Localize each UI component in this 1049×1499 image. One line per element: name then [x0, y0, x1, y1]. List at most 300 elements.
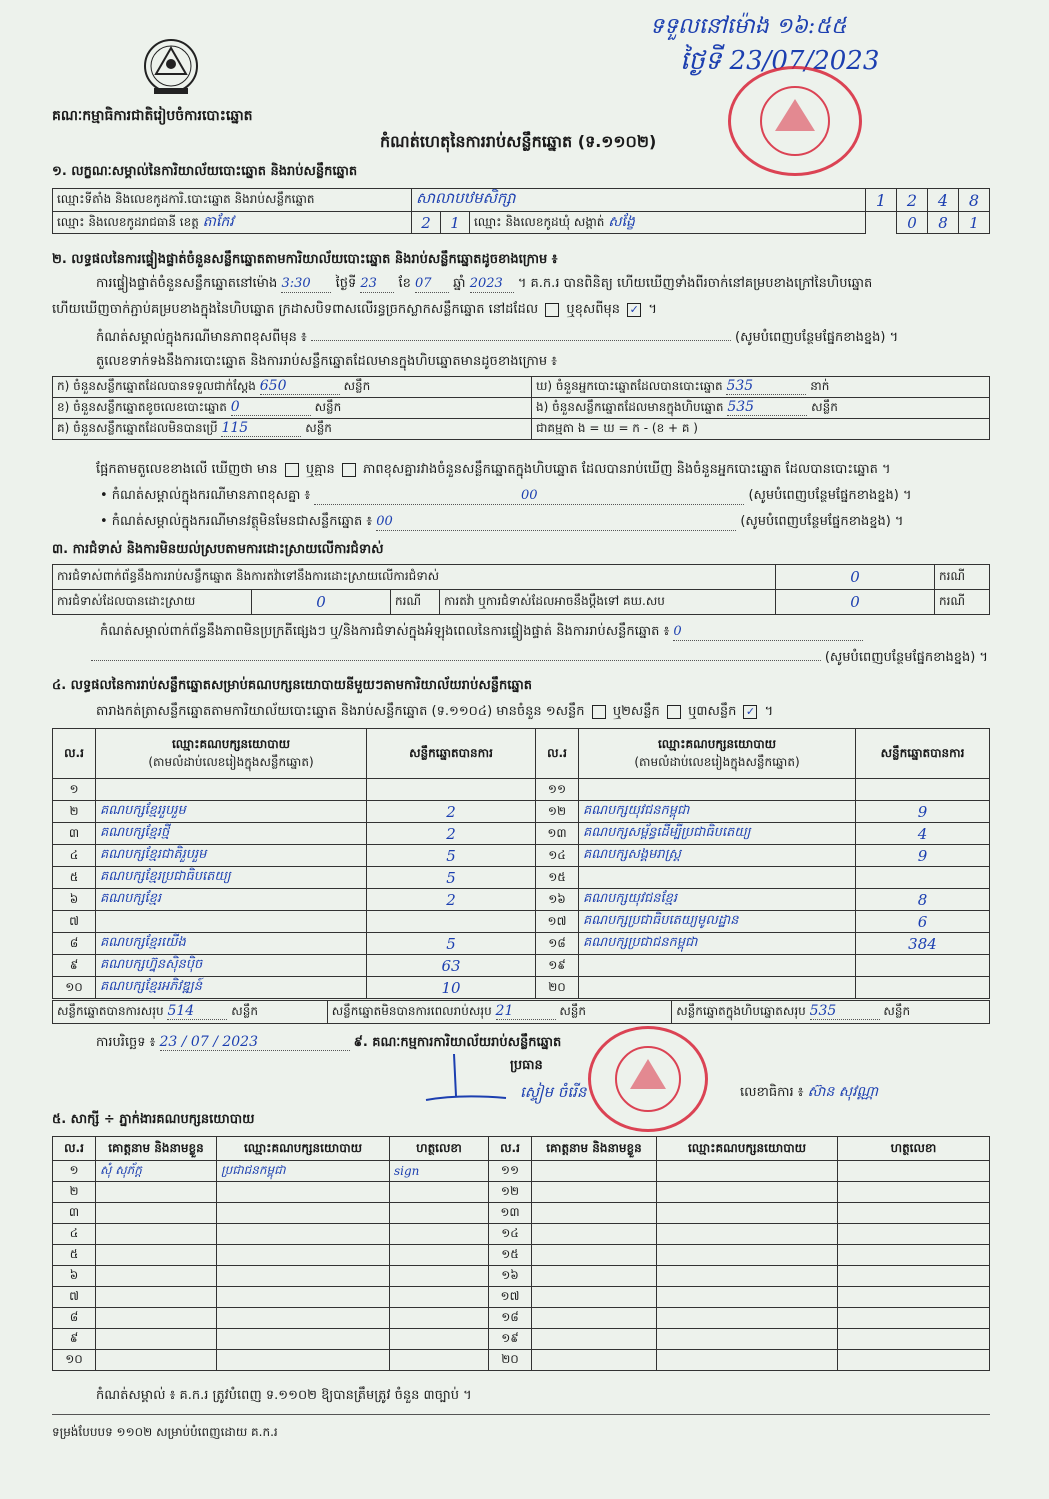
- col-party: [579, 729, 856, 779]
- table-row: [53, 779, 990, 801]
- witness-table: [52, 1136, 990, 1371]
- discrepancy-text: ភាពខុសគ្នារវាងចំនួនសន្លឹកឆ្នោតក្នុងហិបឆ្នោត ដែលបានរាប់ឃើញ និងចំនួនអ្នកបោះឆ្នោត ដែលបានបោះឆ្នោត ។: [363, 462, 891, 477]
- row-number: ១៤: [489, 1224, 532, 1245]
- form-note: ទម្រង់បែបបទ ១១០២ សម្រាប់បំពេញដោយ គ.ក.រ: [52, 1425, 278, 1439]
- witness-signature: [838, 1350, 990, 1371]
- secretary-name: ស៊ាន សុវណ្ណា: [807, 1084, 879, 1100]
- seal-line: ហើយឃើញចាក់ភ្ជាប់គម្របខាងក្នុងនៃហិបឆ្នោត ក្រដាសបិទពាសលើរន្ធច្រកស្លាកសន្លឹកឆ្នោត នៅដដែល ឬខុសពីមុន ✓ ។: [52, 302, 657, 317]
- table-row: [53, 1161, 990, 1182]
- witness-name: [532, 1182, 657, 1203]
- row-number: ២០: [489, 1350, 532, 1371]
- vote-count: 5: [367, 867, 536, 889]
- objections-value: 0: [776, 565, 935, 590]
- col-sign: ហត្ថលេខា: [838, 1137, 990, 1161]
- witness-signature: [838, 1224, 990, 1245]
- discrepancy-line: [96, 462, 891, 478]
- unit-label: សន្លឹក: [811, 400, 838, 414]
- row-number: ១: [53, 1161, 96, 1182]
- table-row: [53, 1245, 990, 1266]
- party-name: គណបក្សប្រជាជនកម្ពុជា: [579, 933, 856, 955]
- table-row: [53, 867, 990, 889]
- tally-sheets-line: តារាងកត់ត្រាសន្លឹកឆ្នោតតាមការិយាល័យបោះឆ្នោត និងរាប់សន្លឹកឆ្នោត (ទ.១១០៤) មានចំនួន ១សន្លឹក ឬ២សន្លឹក ឬ៣សន្លឹក ✓ ។: [96, 704, 774, 719]
- location-label: ឈ្មោះទីតាំង និងលេខកូដការិ.បោះឆ្នោត និងរាប់សន្លឹកឆ្នោត: [53, 189, 412, 212]
- party-name: គណបក្សខ្មែរជាតិរួបរួម: [96, 845, 367, 867]
- row-number: ១៦: [536, 889, 579, 911]
- witness-party: [217, 1350, 390, 1371]
- results-table: [52, 728, 990, 999]
- box-ballots-label: ង) ចំនួនសន្លឹកឆ្នោតដែលមានក្នុងហិបឆ្នោត: [536, 400, 724, 414]
- chair-label: ប្រធាន: [510, 1058, 543, 1073]
- row-number: ៨: [53, 1308, 96, 1329]
- box-total-value: 535: [810, 1003, 880, 1020]
- seal-text: ហើយឃើញចាក់ភ្ជាប់គម្របខាងក្នុងនៃហិបឆ្នោត ក្រដាសបិទពាសលើរន្ធច្រកស្លាកសន្លឹកឆ្នោត នៅដដែល: [52, 302, 539, 317]
- col-party-title: ឈ្មោះគណបក្សនយោបាយ: [657, 736, 777, 751]
- spoiled-ballots-label: ខ) ចំនួនសន្លឹកឆ្នោតខូចលេខបោះឆ្នោត: [57, 400, 227, 414]
- col-votes: សន្លឹកឆ្នោតបានការ: [856, 729, 990, 779]
- party-name: [579, 977, 856, 999]
- committee-label: ៩. គណៈកម្មការការិយាល័យរាប់សន្លឹកឆ្នោត: [353, 1035, 562, 1050]
- resolved-value: 0: [252, 590, 391, 615]
- row-number: ១៧: [536, 911, 579, 933]
- row-number: ៦: [53, 1266, 96, 1287]
- cases-unit: ករណី: [391, 590, 440, 615]
- witness-name: សុំ សុភ័ក្ត: [96, 1161, 217, 1182]
- table-row: [53, 933, 990, 955]
- commission-name: គណៈកម្មាធិការជាតិរៀបចំការបោះឆ្នោត: [52, 108, 253, 124]
- difference-note-label: កំណត់សម្គាល់ក្នុងករណីមានភាពខុសពីមុន ៖: [96, 330, 307, 345]
- location-value: សាលាបឋមសិក្សា: [412, 189, 866, 212]
- row-number: ៧: [53, 1287, 96, 1308]
- vote-count: 10: [367, 977, 536, 999]
- col-sign: ហត្ថលេខា: [390, 1137, 489, 1161]
- appeal-label: ការតវ៉ា ឬការជំទាស់ដែលអាចនឹងប្តឹងទៅ គឃ.សប: [440, 590, 776, 615]
- party-name: គណបក្សយុវជនកម្ពុជា: [579, 801, 856, 823]
- irregularity-fill-line: [52, 650, 988, 666]
- row-number: ៨: [53, 933, 96, 955]
- row-number: ១៣: [489, 1203, 532, 1224]
- code-digit: 1: [866, 189, 897, 212]
- valid-total-value: 514: [167, 1003, 227, 1020]
- tally-sheets-label: តារាងកត់ត្រាសន្លឹកឆ្នោតតាមការិយាល័យបោះឆ្នោត និងរាប់សន្លឹកឆ្នោត (ទ.១១០៤) មានចំនួន ១សន្លឹក: [96, 704, 585, 719]
- witness-party: [217, 1224, 390, 1245]
- different-checkbox[interactable]: ✓: [627, 303, 641, 317]
- three-sheets-checkbox[interactable]: ✓: [743, 705, 757, 719]
- vote-count: 6: [856, 911, 990, 933]
- witness-party: [217, 1329, 390, 1350]
- party-name: គណបក្សសង្គមរាស្ត្រ: [579, 845, 856, 867]
- witness-signature: [390, 1308, 489, 1329]
- table-row: [53, 889, 990, 911]
- vote-count: 2: [367, 889, 536, 911]
- same-checkbox[interactable]: [545, 303, 559, 317]
- witness-signature: [838, 1329, 990, 1350]
- section2-heading: ២. លទ្ធផលនៃការផ្ទៀងផ្ទាត់ចំនួនសន្លឹកឆ្នោតតាមការិយាល័យបោះឆ្នោត និងរាប់សន្លឹកឆ្នោតដូចខាងក្រោម ៖: [52, 252, 558, 267]
- form-title: កំណត់ហេតុនៃការរាប់សន្លឹកឆ្នោត (ទ.១១០២): [380, 132, 657, 151]
- witness-signature: [390, 1203, 489, 1224]
- party-name: គណបក្សខ្មែររួបរួម: [96, 801, 367, 823]
- table-row: [53, 1287, 990, 1308]
- verification-year: 2023: [470, 276, 514, 293]
- voters-value: 535: [726, 378, 806, 395]
- row-number: ១៦: [489, 1266, 532, 1287]
- row-number: ៣: [53, 823, 96, 845]
- row-number: ១៨: [536, 933, 579, 955]
- party-name: គណបក្សសម្ព័ន្ធដើម្បីប្រជាធិបតេយ្យ: [579, 823, 856, 845]
- received-ballots-label: ក) ចំនួនសន្លឹកឆ្នោតដែលបានទទួលជាក់ស្តែង: [57, 379, 256, 393]
- vote-count: 5: [367, 845, 536, 867]
- unit-label: សន្លឹក: [305, 421, 332, 435]
- witness-name: [96, 1203, 217, 1224]
- row-number: ៧: [53, 911, 96, 933]
- cases-unit: ករណី: [935, 565, 990, 590]
- section1-table: [52, 188, 990, 234]
- witness-signature: [838, 1182, 990, 1203]
- witness-name: [96, 1287, 217, 1308]
- witness-signature: [390, 1287, 489, 1308]
- party-name: [579, 779, 856, 801]
- row-number: ៩: [53, 955, 96, 977]
- witness-party: [657, 1182, 838, 1203]
- table-row: [53, 1350, 990, 1371]
- witness-name: [96, 1224, 217, 1245]
- table-row: [53, 823, 990, 845]
- col-party: ឈ្មោះគណបក្សនយោបាយ: [657, 1137, 838, 1161]
- three-sheets-label: ឬ៣សន្លឹក: [688, 704, 737, 719]
- row-number: ២: [53, 1182, 96, 1203]
- invalid-total-value: 21: [496, 1003, 556, 1020]
- date-value: 23 / 07 / 2023: [160, 1034, 350, 1051]
- date-label: ការបរិច្ឆេទ ៖: [96, 1035, 156, 1050]
- row-number: ៤: [53, 1224, 96, 1245]
- witness-party: [657, 1266, 838, 1287]
- verification-line: [96, 276, 872, 293]
- table-row: [53, 911, 990, 933]
- row-number: ១: [53, 779, 96, 801]
- difference-note-line: [96, 330, 988, 346]
- discrepancy-label: ផ្អែកតាមតួលេខខាងលើ ឃើញថា មាន: [96, 462, 278, 477]
- table-row: [53, 955, 990, 977]
- province-value: តាកែវ: [202, 214, 234, 230]
- party-name: គណបក្សយុវជនខ្មែរ: [579, 889, 856, 911]
- col-party-title: ឈ្មោះគណបក្សនយោបាយ: [171, 736, 291, 751]
- unused-ballots-label: គ) ចំនួនសន្លឹកឆ្នោតដែលមិនបានប្រើ: [57, 421, 218, 435]
- witness-party: [217, 1182, 390, 1203]
- party-name: គណបក្សហ្វ៊ុនស៊ិនប៉ិច: [96, 955, 367, 977]
- vote-count: 384: [856, 933, 990, 955]
- section5-heading: ៥. សាក្សី ÷ ភ្នាក់ងារគណបក្សនយោបាយ: [52, 1112, 255, 1127]
- discrepancy-no-checkbox[interactable]: [342, 463, 356, 477]
- vote-count: 9: [856, 801, 990, 823]
- table-row: [53, 1224, 990, 1245]
- secretary-label: លេខាធិការ ៖: [740, 1085, 804, 1100]
- verification-time: 3:30: [281, 276, 331, 293]
- row-number: ៦: [53, 889, 96, 911]
- province-code-digit: 2: [412, 212, 441, 234]
- row-number: ១០: [53, 977, 96, 999]
- unit-label: សន្លឹក: [314, 400, 342, 414]
- verification-text: ។ គ.ក.រ បានពិនិត្យ ហើយឃើញទាំងពីរចាក់នៅគម្របខាងក្រៅនៃហិបឆ្នោត: [517, 276, 873, 291]
- witness-party: [657, 1308, 838, 1329]
- unit-label: សន្លឹក: [231, 1004, 258, 1018]
- received-note: ទទួលនៅម៉ោង ១៦:៥៥: [650, 14, 847, 39]
- cases-unit: ករណី: [935, 590, 990, 615]
- party-name: គណបក្សប្រជាធិបតេយ្យមូលដ្ឋាន: [579, 911, 856, 933]
- irregularity-label: កំណត់សម្គាល់ពាក់ព័ន្ធនឹងភាពមិនប្រក្រតីផ្សេងៗ ឬ/និងការជំទាស់ក្នុងអំឡុងពេលនៃការផ្ទៀងផ្ទាត់ និងការរាប់សន្លឹកឆ្នោត ៖: [100, 624, 670, 639]
- witness-name: [532, 1203, 657, 1224]
- table-row: [53, 1329, 990, 1350]
- received-date: ថ្ងៃទី 23/07/2023: [680, 46, 880, 76]
- row-number: ១៥: [489, 1245, 532, 1266]
- witness-signature: [390, 1182, 489, 1203]
- chair-name: ស្ទៀម ចំរើន: [520, 1083, 587, 1101]
- formula: ជាគម្មតា ង = ឃ = ក - (ខ + គ ): [532, 419, 990, 440]
- figures-intro: តួលេខទាក់ទងនឹងការបោះឆ្នោត និងការរាប់សន្លឹកឆ្នោតដែលមានក្នុងហិបឆ្នោតមានដូចខាងក្រោម ៖: [96, 354, 557, 369]
- witness-name: [532, 1224, 657, 1245]
- footer-note: កំណត់សម្គាល់ ៖ គ.ក.រ ត្រូវបំពេញ ទ.១១០២ ឱ្យបានត្រឹមត្រូវ ចំនួន ៣ច្បាប់ ។: [96, 1388, 472, 1403]
- row-number: ១៣: [536, 823, 579, 845]
- row-number: ២: [53, 801, 96, 823]
- two-sheets-label: ឬ២សន្លឹក: [612, 704, 660, 719]
- witness-signature: [838, 1203, 990, 1224]
- row-number: ១៤: [536, 845, 579, 867]
- two-sheets-checkbox[interactable]: [667, 705, 681, 719]
- vote-count: [367, 911, 536, 933]
- voters-label: ឃ) ចំនួនអ្នកបោះឆ្នោតដែលបានបោះឆ្នោត: [536, 379, 723, 393]
- witness-name: [96, 1308, 217, 1329]
- vote-count: 9: [856, 845, 990, 867]
- unit-label: សន្លឹក: [343, 379, 371, 393]
- year-label: ឆ្នាំ: [453, 276, 466, 291]
- witness-signature: [390, 1245, 489, 1266]
- witness-name: [532, 1350, 657, 1371]
- party-name: គណបក្សខ្មែរអភិវឌ្ឍន៍: [96, 977, 367, 999]
- section4-heading: ៤. លទ្ធផលនៃការរាប់សន្លឹកឆ្នោតសម្រាប់គណបក្សនយោបាយនីមួយៗតាមការិយាល័យរាប់សន្លឹកឆ្នោត: [52, 678, 532, 693]
- vote-count: [856, 867, 990, 889]
- witness-party: [657, 1350, 838, 1371]
- witness-name: [96, 1350, 217, 1371]
- vote-count: 8: [856, 889, 990, 911]
- vote-count: [367, 779, 536, 801]
- different-label: ឬខុសពីមុន: [566, 302, 621, 317]
- row-number: ១១: [536, 779, 579, 801]
- unit-label: សន្លឹក: [559, 1004, 587, 1018]
- received-ballots-value: 650: [260, 378, 340, 395]
- bullet-foreign-label: • កំណត់សម្គាល់ក្នុងករណីមានវត្ថុមិនមែនជាសន្លឹកឆ្នោត ៖: [100, 514, 373, 529]
- witness-signature: [390, 1329, 489, 1350]
- witness-signature: sign: [390, 1161, 489, 1182]
- party-name: [96, 779, 367, 801]
- witness-party: [217, 1287, 390, 1308]
- witness-name: [532, 1287, 657, 1308]
- witness-party: [657, 1203, 838, 1224]
- witness-name: [96, 1266, 217, 1287]
- witness-party: [657, 1161, 838, 1182]
- party-name: [96, 911, 367, 933]
- official-stamp-top: [728, 66, 862, 176]
- party-name: គណបក្សខ្មែរថ្មី: [96, 823, 367, 845]
- commune-code-digit: 8: [928, 212, 959, 234]
- unit-label: សន្លឹក: [883, 1004, 911, 1018]
- fill-note: (សូមបំពេញបន្ថែមផ្នែកខាងខ្នង) ។: [735, 330, 899, 345]
- witness-name: [532, 1308, 657, 1329]
- party-name: គណបក្សខ្មែរយើង: [96, 933, 367, 955]
- irregularity-value: 0: [673, 624, 863, 641]
- witness-name: [532, 1329, 657, 1350]
- row-number: ៩: [53, 1329, 96, 1350]
- table-row: [53, 1308, 990, 1329]
- commune-value: សង្ខែ: [608, 214, 635, 230]
- totals-table: [52, 1000, 990, 1024]
- code-digit: 4: [928, 189, 959, 212]
- vote-count: 2: [367, 823, 536, 845]
- table-row: [53, 801, 990, 823]
- one-sheet-checkbox[interactable]: [592, 705, 606, 719]
- witness-name: [96, 1182, 217, 1203]
- commune-code-digit: 0: [897, 212, 928, 234]
- witness-signature: [390, 1224, 489, 1245]
- witness-signature: [838, 1287, 990, 1308]
- section1-heading: ១. លក្ខណៈសម្គាល់នៃការិយាល័យបោះឆ្នោត និងរាប់សន្លឹកឆ្នោត: [52, 164, 358, 179]
- row-number: ១២: [536, 801, 579, 823]
- verification-month: 07: [415, 276, 449, 293]
- province-code-digit: 1: [441, 212, 470, 234]
- row-number: ១០: [53, 1350, 96, 1371]
- col-party-sub: (តាមលំដាប់លេខរៀងក្នុងសន្លឹកឆ្នោត): [148, 754, 314, 769]
- witness-party: [657, 1224, 838, 1245]
- bullet-foreign-objects: [100, 514, 988, 531]
- row-number: ១៧: [489, 1287, 532, 1308]
- col-party: [96, 729, 367, 779]
- invalid-total-label: សន្លឹកឆ្នោតមិនបានការពេលរាប់សរុប: [331, 1004, 492, 1018]
- row-number: ៥: [53, 1245, 96, 1266]
- bullet-discrepancy-value: 00: [314, 488, 744, 505]
- unused-ballots-value: 115: [221, 420, 301, 437]
- col-no: ល.រ: [536, 729, 579, 779]
- vote-count: [856, 955, 990, 977]
- discrepancy-yes-checkbox[interactable]: [285, 463, 299, 477]
- witness-signature: [838, 1245, 990, 1266]
- witness-party: [217, 1203, 390, 1224]
- witness-name: [532, 1161, 657, 1182]
- vote-count: 2: [367, 801, 536, 823]
- party-name: គណបក្សខ្មែរ: [96, 889, 367, 911]
- table-row: [53, 1203, 990, 1224]
- party-name: គណបក្សខ្មែរប្រជាធិបតេយ្យ: [96, 867, 367, 889]
- date-line: [96, 1034, 561, 1051]
- table-row: [53, 1182, 990, 1203]
- row-number: ៣: [53, 1203, 96, 1224]
- party-name: [579, 955, 856, 977]
- province-label: ឈ្មោះ និងលេខកូដរាជធានី ខេត្ត: [57, 215, 199, 229]
- witness-party: [657, 1329, 838, 1350]
- party-name: [579, 867, 856, 889]
- witness-party: ប្រជាជនកម្ពុជា: [217, 1161, 390, 1182]
- code-digit: 8: [959, 189, 990, 212]
- witness-signature: [838, 1161, 990, 1182]
- chair-signature: [420, 1050, 510, 1106]
- table-row: [53, 977, 990, 999]
- objections-table: [52, 564, 990, 615]
- witness-party: [217, 1308, 390, 1329]
- fill-note: (សូមបំពេញបន្ថែមផ្នែកខាងខ្នង) ។: [740, 514, 904, 529]
- code-digit: 2: [897, 189, 928, 212]
- official-stamp-bottom: [588, 1026, 708, 1132]
- col-name: គោត្តនាម និងនាមខ្លួន: [96, 1137, 217, 1161]
- witness-name: [96, 1329, 217, 1350]
- vote-count: 4: [856, 823, 990, 845]
- witness-party: [217, 1266, 390, 1287]
- voters-unit: នាក់: [810, 379, 830, 393]
- secretary-line: [740, 1084, 878, 1101]
- fill-note: (សូមបំពេញបន្ថែមផ្នែកខាងខ្នង) ។: [824, 650, 988, 665]
- row-number: ៥: [53, 867, 96, 889]
- witness-signature: [838, 1266, 990, 1287]
- col-name: គោត្តនាម និងនាមខ្លួន: [532, 1137, 657, 1161]
- witness-signature: [390, 1350, 489, 1371]
- row-number: ១៨: [489, 1308, 532, 1329]
- verification-time-label: ការផ្ទៀងផ្ទាត់ចំនួនសន្លឹកឆ្នោតនៅម៉ោង: [96, 276, 278, 291]
- box-ballots-value: 535: [727, 399, 807, 416]
- row-number: ១៩: [489, 1329, 532, 1350]
- witness-party: [657, 1245, 838, 1266]
- discrepancy-no-label: ឬគ្មាន: [305, 462, 335, 477]
- month-label: ខែ: [398, 276, 411, 291]
- row-number: ១២: [489, 1182, 532, 1203]
- row-number: ១១: [489, 1161, 532, 1182]
- witness-party: [657, 1287, 838, 1308]
- vote-count: [856, 779, 990, 801]
- vote-count: 63: [367, 955, 536, 977]
- row-number: ១៥: [536, 867, 579, 889]
- fill-note: (សូមបំពេញបន្ថែមផ្នែកខាងខ្នង) ។: [748, 488, 912, 503]
- figures-table: [52, 376, 990, 440]
- col-votes: សន្លឹកឆ្នោតបានការ: [367, 729, 536, 779]
- section3-heading: ៣. ការជំទាស់ និងការមិនយល់ស្របតាមការដោះស្រាយលើការជំទាស់: [52, 542, 384, 557]
- irregularity-note: [100, 624, 988, 641]
- resolved-label: ការជំទាស់ដែលបានដោះស្រាយ: [53, 590, 252, 615]
- witness-party: [217, 1245, 390, 1266]
- objections-label: ការជំទាស់ពាក់ព័ន្ធនឹងការរាប់សន្លឹកឆ្នោត និងការតវ៉ាទៅនឹងការដោះស្រាយលើការជំទាស់: [53, 565, 776, 590]
- spoiled-ballots-value: 0: [231, 399, 311, 416]
- vote-count: 5: [367, 933, 536, 955]
- witness-name: [532, 1245, 657, 1266]
- witness-name: [532, 1266, 657, 1287]
- row-number: ១៩: [536, 955, 579, 977]
- bullet-discrepancy-label: • កំណត់សម្គាល់ក្នុងករណីមានភាពខុសគ្នា ៖: [100, 488, 311, 503]
- bullet-discrepancy: [100, 488, 988, 505]
- table-row: [53, 845, 990, 867]
- col-party: ឈ្មោះគណបក្សនយោបាយ: [217, 1137, 390, 1161]
- witness-name: [96, 1245, 217, 1266]
- commune-label: ឈ្មោះ និងលេខកូដឃុំ សង្កាត់: [474, 215, 605, 229]
- col-no: ល.រ: [53, 729, 96, 779]
- col-party-sub: (តាមលំដាប់លេខរៀងក្នុងសន្លឹកឆ្នោត): [634, 754, 800, 769]
- day-label: ថ្ងៃទី: [335, 276, 357, 291]
- row-number: ២០: [536, 977, 579, 999]
- valid-total-label: សន្លឹកឆ្នោតបានការសរុប: [57, 1004, 164, 1018]
- emblem-logo: [134, 36, 208, 100]
- table-row: [53, 1266, 990, 1287]
- row-number: ៤: [53, 845, 96, 867]
- bullet-foreign-value: 00: [376, 514, 736, 531]
- footer-divider: [52, 1414, 990, 1415]
- vote-count: [856, 977, 990, 999]
- col-no: ល.រ: [53, 1137, 96, 1161]
- appeal-value: 0: [776, 590, 935, 615]
- verification-day: 23: [360, 276, 394, 293]
- witness-signature: [390, 1266, 489, 1287]
- col-no: ល.រ: [489, 1137, 532, 1161]
